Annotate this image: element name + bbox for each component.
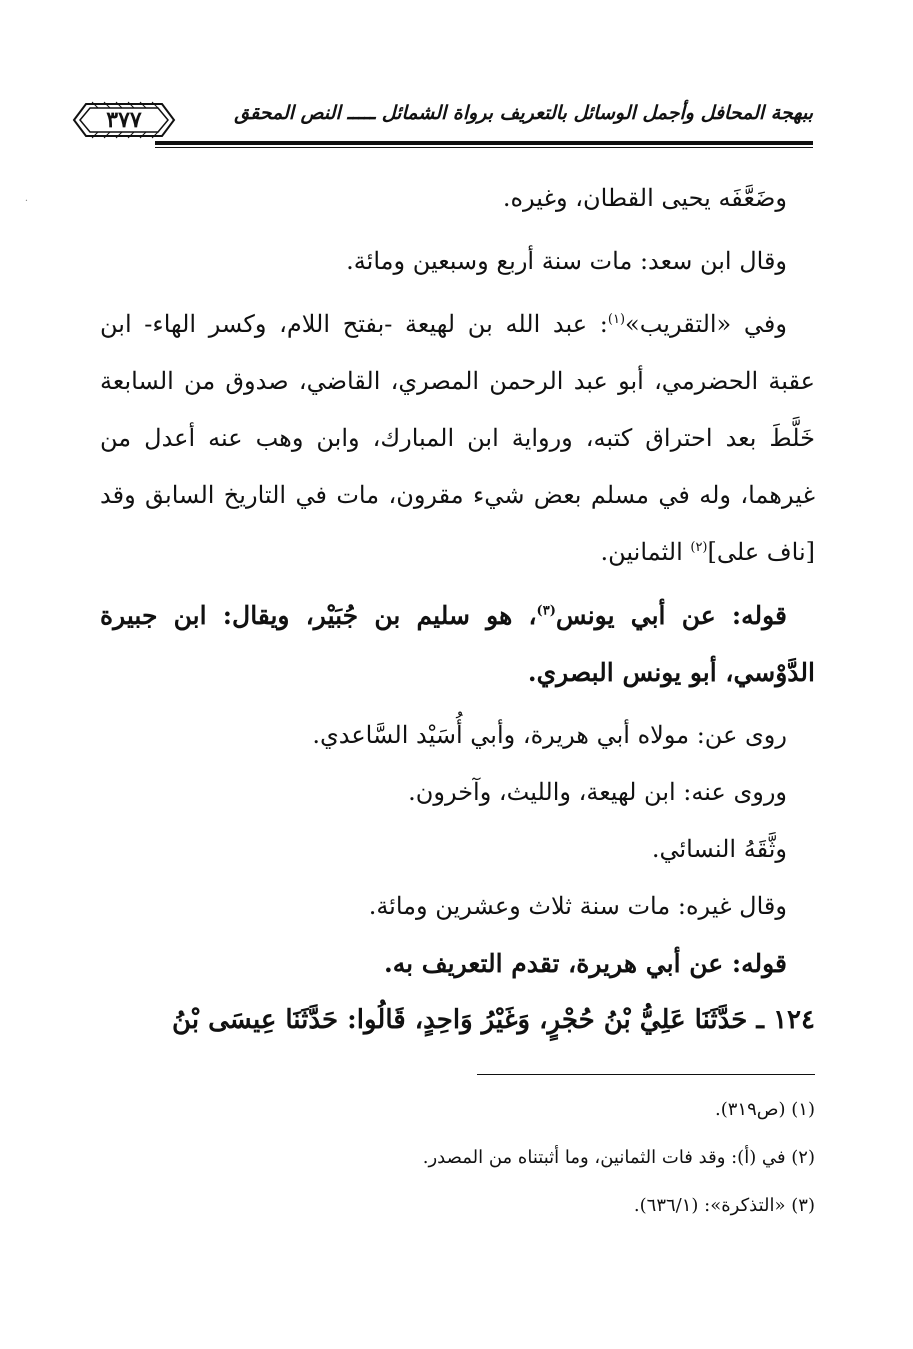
hadith-line: ١٢٤ ـ حَدَّثَنَا عَلِيُّ بْنُ حُجْرٍ، وَغَيْرُ وَاحِدٍ، قَالُوا: حَدَّثَنَا عِيسَى بْنُ — [172, 1005, 815, 1035]
footnote: (٣) «التذكرة»: (٦٣٦/١). — [633, 1195, 815, 1216]
qawluh-heading: قوله: عن أبي يونس$^{(٣)}$، هو سليم بن جُبَيْر، ويقال: ابن جبيرة الدَّوْسي، أبو يونس البصري. — [100, 601, 815, 687]
qawluh-heading: قوله: عن أبي هريرة، تقدم التعريف به. — [384, 949, 787, 978]
footnote-ref[interactable]: (٣) — [536, 603, 556, 619]
scan-speck: · — [24, 196, 28, 207]
footnotes — [100, 1086, 815, 1230]
narration-line: وقال غيره: مات سنة ثلاث وعشرين ومائة. — [368, 892, 787, 920]
page-number-badge — [70, 98, 178, 142]
footnote: (٢) في (أ): وقد فات الثمانين، وما أثبتناه من المصدر. — [422, 1147, 815, 1168]
narration-line: وروى عنه: ابن لهيعة، والليث، وآخرون. — [408, 778, 787, 806]
narration-line: روى عن: مولاه أبي هريرة، وأبي أُسَيْد السَّاعدي. — [312, 721, 787, 749]
narration-line: وثَّقَهُ النسائي. — [651, 835, 787, 863]
paragraph: وضَعَّفَه يحيى القطان، وغيره. — [502, 184, 787, 212]
paragraph: وقال ابن سعد: مات سنة أربع وسبعين ومائة. — [346, 247, 787, 275]
main-text — [100, 170, 815, 1049]
footnote-ref[interactable]: (١) — [607, 312, 626, 327]
paragraph-taqrib: وفي «التقريب»$^{(١)}$: عبد الله بن لهيعة -بفتح اللام، وكسر الهاء- ابن عقبة الحضرمي، أبو عبد الرحمن المصري، القاضي، صدوق من السابعة خَلَّطَ بعد احتراق كتبه، ورواية ابن المبارك، وابن وهب عنه أعدل من غيرهما، وله في مسلم بعض شيء مقرون، مات في التاريخ السابق وقد [ناف على]$^{(٢)}$ الثمانين. — [100, 310, 815, 566]
header-rule-thin — [155, 147, 813, 148]
footnote-separator — [477, 1074, 815, 1075]
header-rule — [155, 141, 813, 145]
running-header: ببهجة المحافل وأجمل الوسائل بالتعريف برواة الشمائل ـــــ النص المحقق — [234, 102, 813, 124]
footnote-ref[interactable]: (٢) — [690, 540, 708, 555]
footnote: (١) (ص٣١٩). — [715, 1099, 815, 1120]
page-number: ٣٧٧ — [106, 107, 142, 133]
